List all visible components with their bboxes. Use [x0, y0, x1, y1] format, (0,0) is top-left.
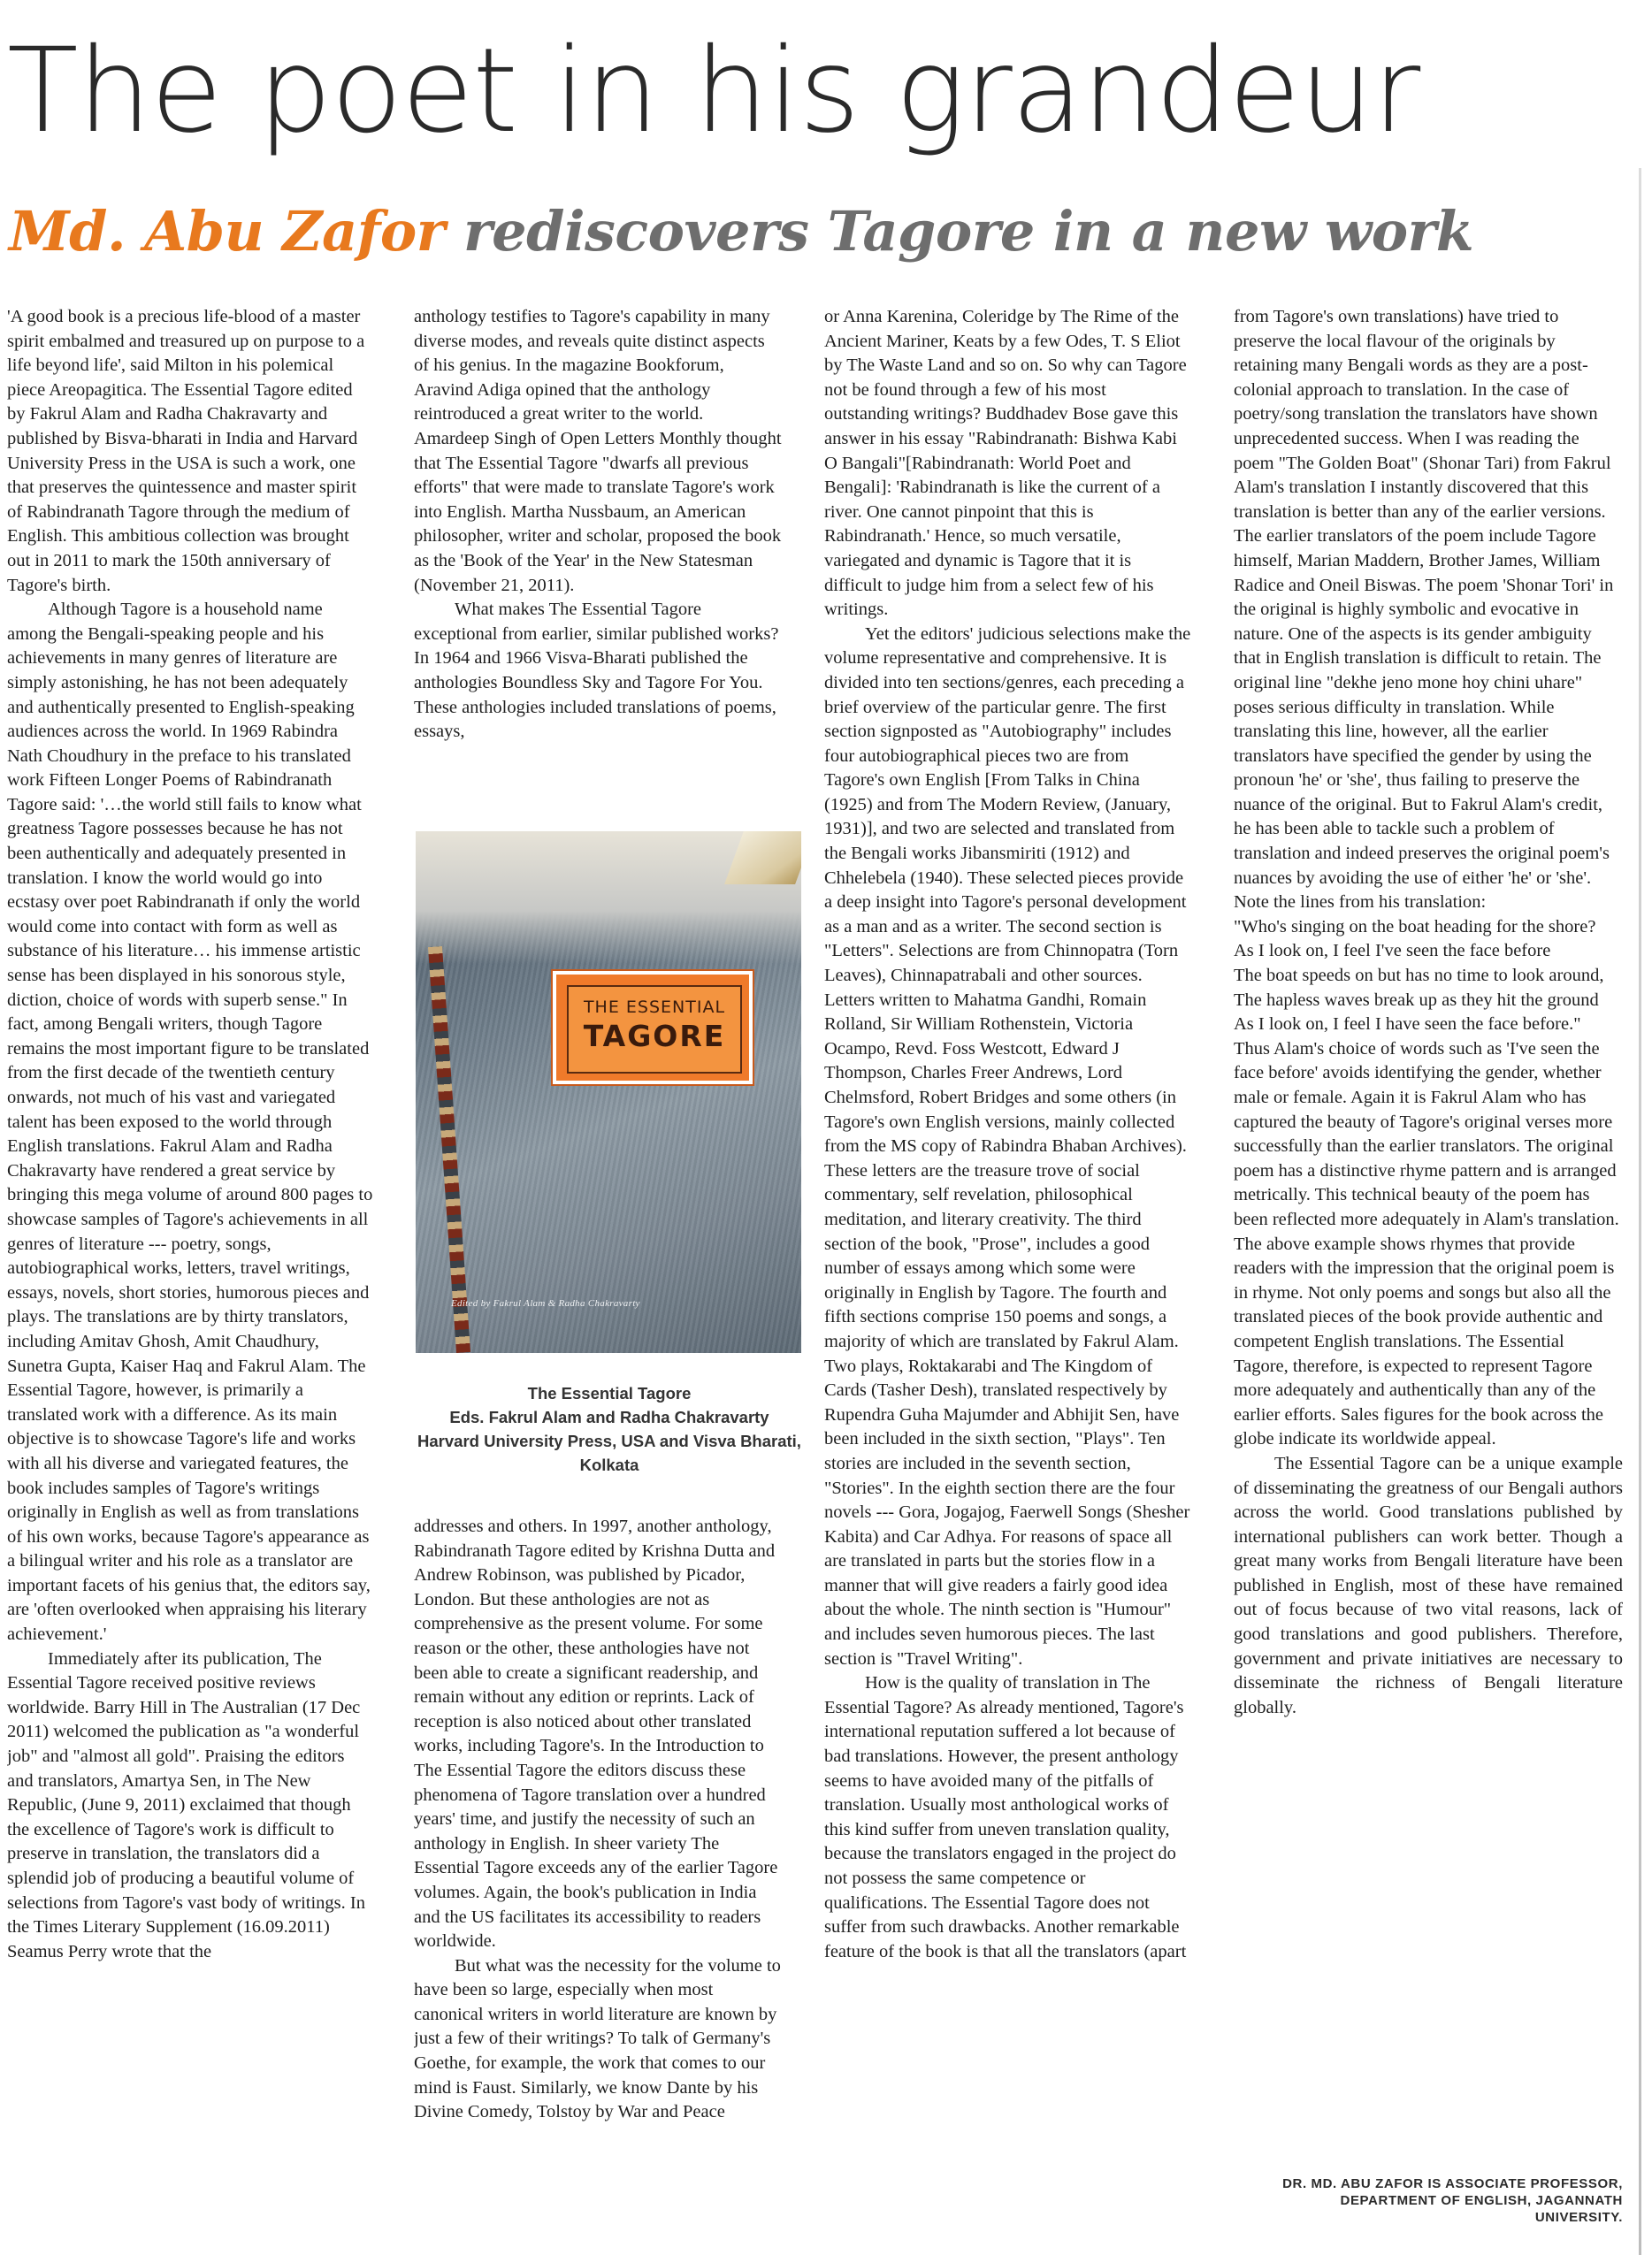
paragraph: How is the quality of translation in The Essential Tagore? As already mentioned, Tagore's international reputation suffered a lot because of bad translations. However, the present anthology seems to have avoided many of the pitfalls of translation. Usually most anthological works of this kind suffer from uneven translation quality, because the translators engaged in the project do not possess the same competence or qualifications. The Essential Tagore does not suffer from such drawbacks. Another remarkable feature of the book is that all the translators (apart — [824, 1673, 1187, 1961]
poem-line: As I look on, I feel I've seen the face before — [1234, 941, 1551, 961]
caption-publisher: Harvard University Press, USA and Visva Bharati, Kolkata — [417, 1432, 801, 1474]
page-edge-rule — [1639, 168, 1641, 2255]
cover-title-line2: TAGORE — [583, 1019, 726, 1053]
paragraph: What makes The Essential Tagore exceptional from earlier, similar published works? In 1964 and 1966 Visva-Bharati published the anthologies Boundless Sky and Tagore For You. These anthologies included translations of poems, essays, — [414, 600, 779, 742]
caption-editors: Eds. Fakrul Alam and Radha Chakravarty — [449, 1408, 769, 1426]
paragraph: or Anna Karenina, Coleridge by The Rime of the Ancient Mariner, Keats by a few Odes, T. S Eliot by The Waste Land and so on. So why can Tagore not be found through a few of his most outstanding writings? Buddhadev Bose gave this answer in his essay "Rabindranath: Bishwa Kabi O Bangali"[Rabindranath: World Poet and Bengali]: 'Rabindranath is like the current of a river. One cannot pinpoint that this is Rabindranath.' Hence, so much versatile, variegated and dynamic is Tagore that it is difficult to judge him from a select few of his writings. — [824, 307, 1187, 620]
subhead-rest: rediscovers Tagore in a new work — [463, 199, 1474, 264]
caption-title: The Essential Tagore — [527, 1384, 692, 1403]
article-column-4 — [1234, 305, 1623, 2246]
paragraph: Although Tagore is a household name among the Bengali-speaking people and his achievements in many genres of literature are simply astonishing, he has not been adequately and authentically presented to English-speaking audiences across the world. In 1969 Rabindra Nath Choudhury in the preface to his translated work Fifteen Longer Poems of Rabindranath Tagore said: '…the world still fails to know what greatness Tagore possesses because he has not been authentically and adequately presented in translation. I know the world would go into ecstasy over poet Rabindranath if only the world would come into contact with form as well as substance of his literature… his immense artistic sense has been displayed in his sonorous style, diction, choice of words with superb sense." In fact, among Bengali writers, though Tagore remains the most important figure to be translated from the first decade of the twentieth century onwards, not much of his vast and variegated talent has been exposed to the world through English translations. Fakrul Alam and Radha Chakravarty have rendered a great service by bringing this mega volume of around 800 pages to showcase samples of Tagore's achievements in all genres of literature --- poetry, songs, autobiographical works, letters, travel writings, essays, novels, short stories, humorous pieces and plays. The translations are by thirty translators, including Amitav Ghosh, Amit Chaudhury, Sunetra Gupta, Kaiser Haq and Fakrul Alam. The Essential Tagore, however, is primarily a translated work with a difference. As its main objective is to showcase Tagore's life and works with all his diverse and variegated features, the book includes samples of Tagore's writings originally in English as well as from translations of his own works, because Tagore's appearance as a bilingual writer and his role as a translator are important facets of his genius that, the editors say, are 'often overlooked when appraising his literary achievement.' — [7, 600, 373, 1645]
subhead-author: Md. Abu Zafor — [9, 199, 445, 264]
poem-line: "Who's singing on the boat heading for the shore? — [1234, 916, 1596, 936]
bio-line: DEPARTMENT OF ENGLISH, JAGANNATH — [1340, 2193, 1623, 2208]
paragraph: Thus Alam's choice of words such as 'I've seen the face before' avoids identifying the gender, whether male or female. Again it is Fakrul Alam who has captured the beauty of Tagore's original verses more successfully than the earlier translators. The original poem has a distinctive rhyme pattern and is arranged metrically. This technical beauty of the poem has been reflected more adequately in Alam's translation. The above example shows rhymes that provide readers with the impression that the original poem is in rhyme. Not only poems and songs but also all the translated pieces of the book provide authentic and competent English translations. The Essential Tagore, therefore, is expected to represent Tagore more adequately and authentically than any of the earlier efforts. Sales figures for the book across the globe indicate its worldwide appeal. — [1234, 1038, 1619, 1449]
poem-line: The boat speeds on but has no time to look around, — [1234, 966, 1604, 986]
photo-caption — [416, 1381, 803, 1477]
poem-line: The hapless waves break up as they hit the ground — [1234, 990, 1599, 1010]
cloth-border — [428, 946, 470, 1353]
book-cover-photo — [416, 831, 801, 1353]
paragraph: addresses and others. In 1997, another anthology, Rabindranath Tagore edited by Krishna Dutta and Andrew Robinson, was published by Picador, London. But these anthologies are not as comprehensive as the present volume. For some reason or the other, these anthologies have not been able to create a significant readership, and remain without any edition or reprints. Lack of reception is also noticed about other translated works, including Tagore's. In the Introduction to The Essential Tagore the editors discuss these phenomena of Tagore translation over a hundred years' time, and justify the necessity of such an anthology in English. In sheer variety The Essential Tagore exceeds any of the earlier Tagore volumes. Again, the book's publication in India and the US facilitates its accessibility to readers worldwide. — [414, 1517, 778, 1952]
paragraph: from Tagore's own translations) have tried to preserve the local flavour of the originals by retaining many Bengali words as they are a post-colonial approach to translation. In the case of poetry/song translation the translators have shown unprecedented success. When I was reading the poem "The Golden Boat" (Shonar Tari) from Fakrul Alam's translation I instantly discovered that this translation is better than any of the earlier versions. The earlier translators of the poem include Tagore himself, Marian Maddern, Brother James, William Radice and Oneil Biswas. The poem 'Shonar Tori' in the original is highly symbolic and evocative in nature. One of the aspects is its gender ambiguity that in English translation is difficult to retain. The original line "dekhe jeno mone hoy chini uhare" poses serious difficulty in translation. While translating this line, however, all the earlier translators have specified the gender by using the pronoun 'he' or 'she', thus failing to preserve the nuance of the original. But to Fakrul Alam's credit, he has been able to tackle such a problem of translation and indeed preserves the original poem's nuances by avoiding the use of either 'he' or 'she'. Note the lines from his translation: — [1234, 307, 1614, 913]
paragraph: Immediately after its publication, The Essential Tagore received positive reviews worldwide. Barry Hill in The Australian (17 Dec 2011) welcomed the publication as "a wonderful job" and "almost all gold". Praising the editors and translators, Amartya Sen, in The New Republic, (June 9, 2011) exclaimed that though the excellence of Tagore's work is difficult to preserve in translation, the translators did a splendid job of producing a beautiful volume of selections from Tagore's vast body of writings. In the Times Literary Supplement (16.09.2011) Seamus Perry wrote that the — [7, 1648, 365, 1961]
paragraph: Yet the editors' judicious selections make the volume representative and comprehensive. It is divided into ten sections/genres, each preceding a brief overview of the particular genre. The first section signposted as "Autobiography" includes four autobiographical pieces two are from Tagore's own English [From Talks in China (1925) and from The Modern Review, (January, 1931)], and two are selected and translated from the Bengali works Jibansmiriti (1912) and Chhelebela (1940). These selected pieces provide a deep insight into Tagore's personal development as a man and as a writer. The second section is "Letters". Selections are from Chinnopatra (Torn Leaves), Chinnapatrabali and other sources. Letters written to Mahatma Gandhi, Romain Rolland, Sir William Rothenstein, Victoria Ocampo, Revd. Foss Westcott, Edward J Thompson, Charles Freer Andrews, Lord Chelmsford, Robert Bridges and some others (in Tagore's own English versions, mainly collected from the MS copy of Rabindra Bhaban Archives). These letters are the treasure trove of social commentary, self revelation, philosophical meditation, and literary creativity. The third section of the book, "Prose", includes a good number of essays among which some were originally in English by Tagore. The fourth and fifth sections comprise 150 poems and songs, a majority of which are translated by Fakrul Alam. Two plays, Roktakarabi and The Kingdom of Cards (Tasher Desh), translated respectively by Rupendra Guha Majumder and Abhijit Sen, have been included in the sixth section, "Plays". Ten stories are included in the seventh section, "Stories". In the eighth section there are the four novels --- Gora, Jogajog, Faerwell Songs (Shesher Kabita) and Car Adhya. For reasons of space all are translated in parts but the stories flow in a manner that will give readers a fairly good idea about the whole. The ninth section is "Humour" and includes seven humorous pieces. The last section is "Travel Writing". — [824, 623, 1191, 1669]
author-bio — [1234, 2175, 1623, 2226]
headline: The poet in his grandeur — [7, 23, 1420, 159]
paragraph: 'A good book is a precious life-blood of a master spirit embalmed and treasured up on purpose to a life beyond life', said Milton in his polemical piece Areopagitica. The Essential Tagore edited by Fakrul Alam and Radha Chakravarty and published by Bisva-bharati in India and Harvard University Press in the USA is such a work, one that preserves the quintessence and master spirit of Rabindranath Tagore through the medium of English. This ambitious collection was brought out in 2011 to mark the 150th anniversary of Tagore's birth. — [7, 307, 365, 595]
paragraph: But what was the necessity for the volume to have been so large, especially when most canonical writers in world literature are known by just a few of their writings? To talk of Germany's Goethe, for example, the work that comes to our mind is Faust. Similarly, we know Dante by his Divine Comedy, Tolstoy by War and Peace — [414, 1955, 781, 2122]
bio-line: UNIVERSITY. — [1534, 2210, 1623, 2225]
subheadline — [9, 196, 1645, 267]
article-column-2-upper — [414, 305, 782, 818]
bio-line: DR. MD. ABU ZAFOR IS ASSOCIATE PROFESSOR, — [1282, 2176, 1623, 2191]
paragraph: anthology testifies to Tagore's capability in many diverse modes, and reveals quite distinct aspects of his genius. In the magazine Bookforum, Aravind Adiga opined that the anthology reintroduced a great writer to the world. Amardeep Singh of Open Letters Monthly thought that The Essential Tagore "dwarfs all previous efforts" that were made to translate Tagore's work into English. Martha Nussbaum, an American philosopher, writer and scholar, proposed the book as the 'Book of the Year' in the New Statesman (November 21, 2011). — [414, 307, 782, 595]
paragraph: The Essential Tagore can be a unique example of disseminating the greatness of our Bengali authors across the world. Good translations published by international publishers can work better. Though a great many works from Bengali literature have been published in English, most of these have remained out of focus because of two vital reasons, lack of good translations and good publishers. Therefore, government and private initiatives are necessary to disseminate the richness of Bengali literature globally. — [1234, 1453, 1623, 1717]
cover-editors: Edited by Fakrul Alam & Radha Chakravarty — [451, 1298, 640, 1309]
article-column-2-lower — [414, 1515, 782, 2249]
cover-title-line1: THE ESSENTIAL — [583, 998, 726, 1017]
cover-title-label — [553, 971, 753, 1084]
article-column-3 — [824, 305, 1192, 2246]
poem-line: As I look on, I feel I have seen the face before." — [1234, 1014, 1581, 1035]
article-column-1 — [7, 305, 375, 2246]
